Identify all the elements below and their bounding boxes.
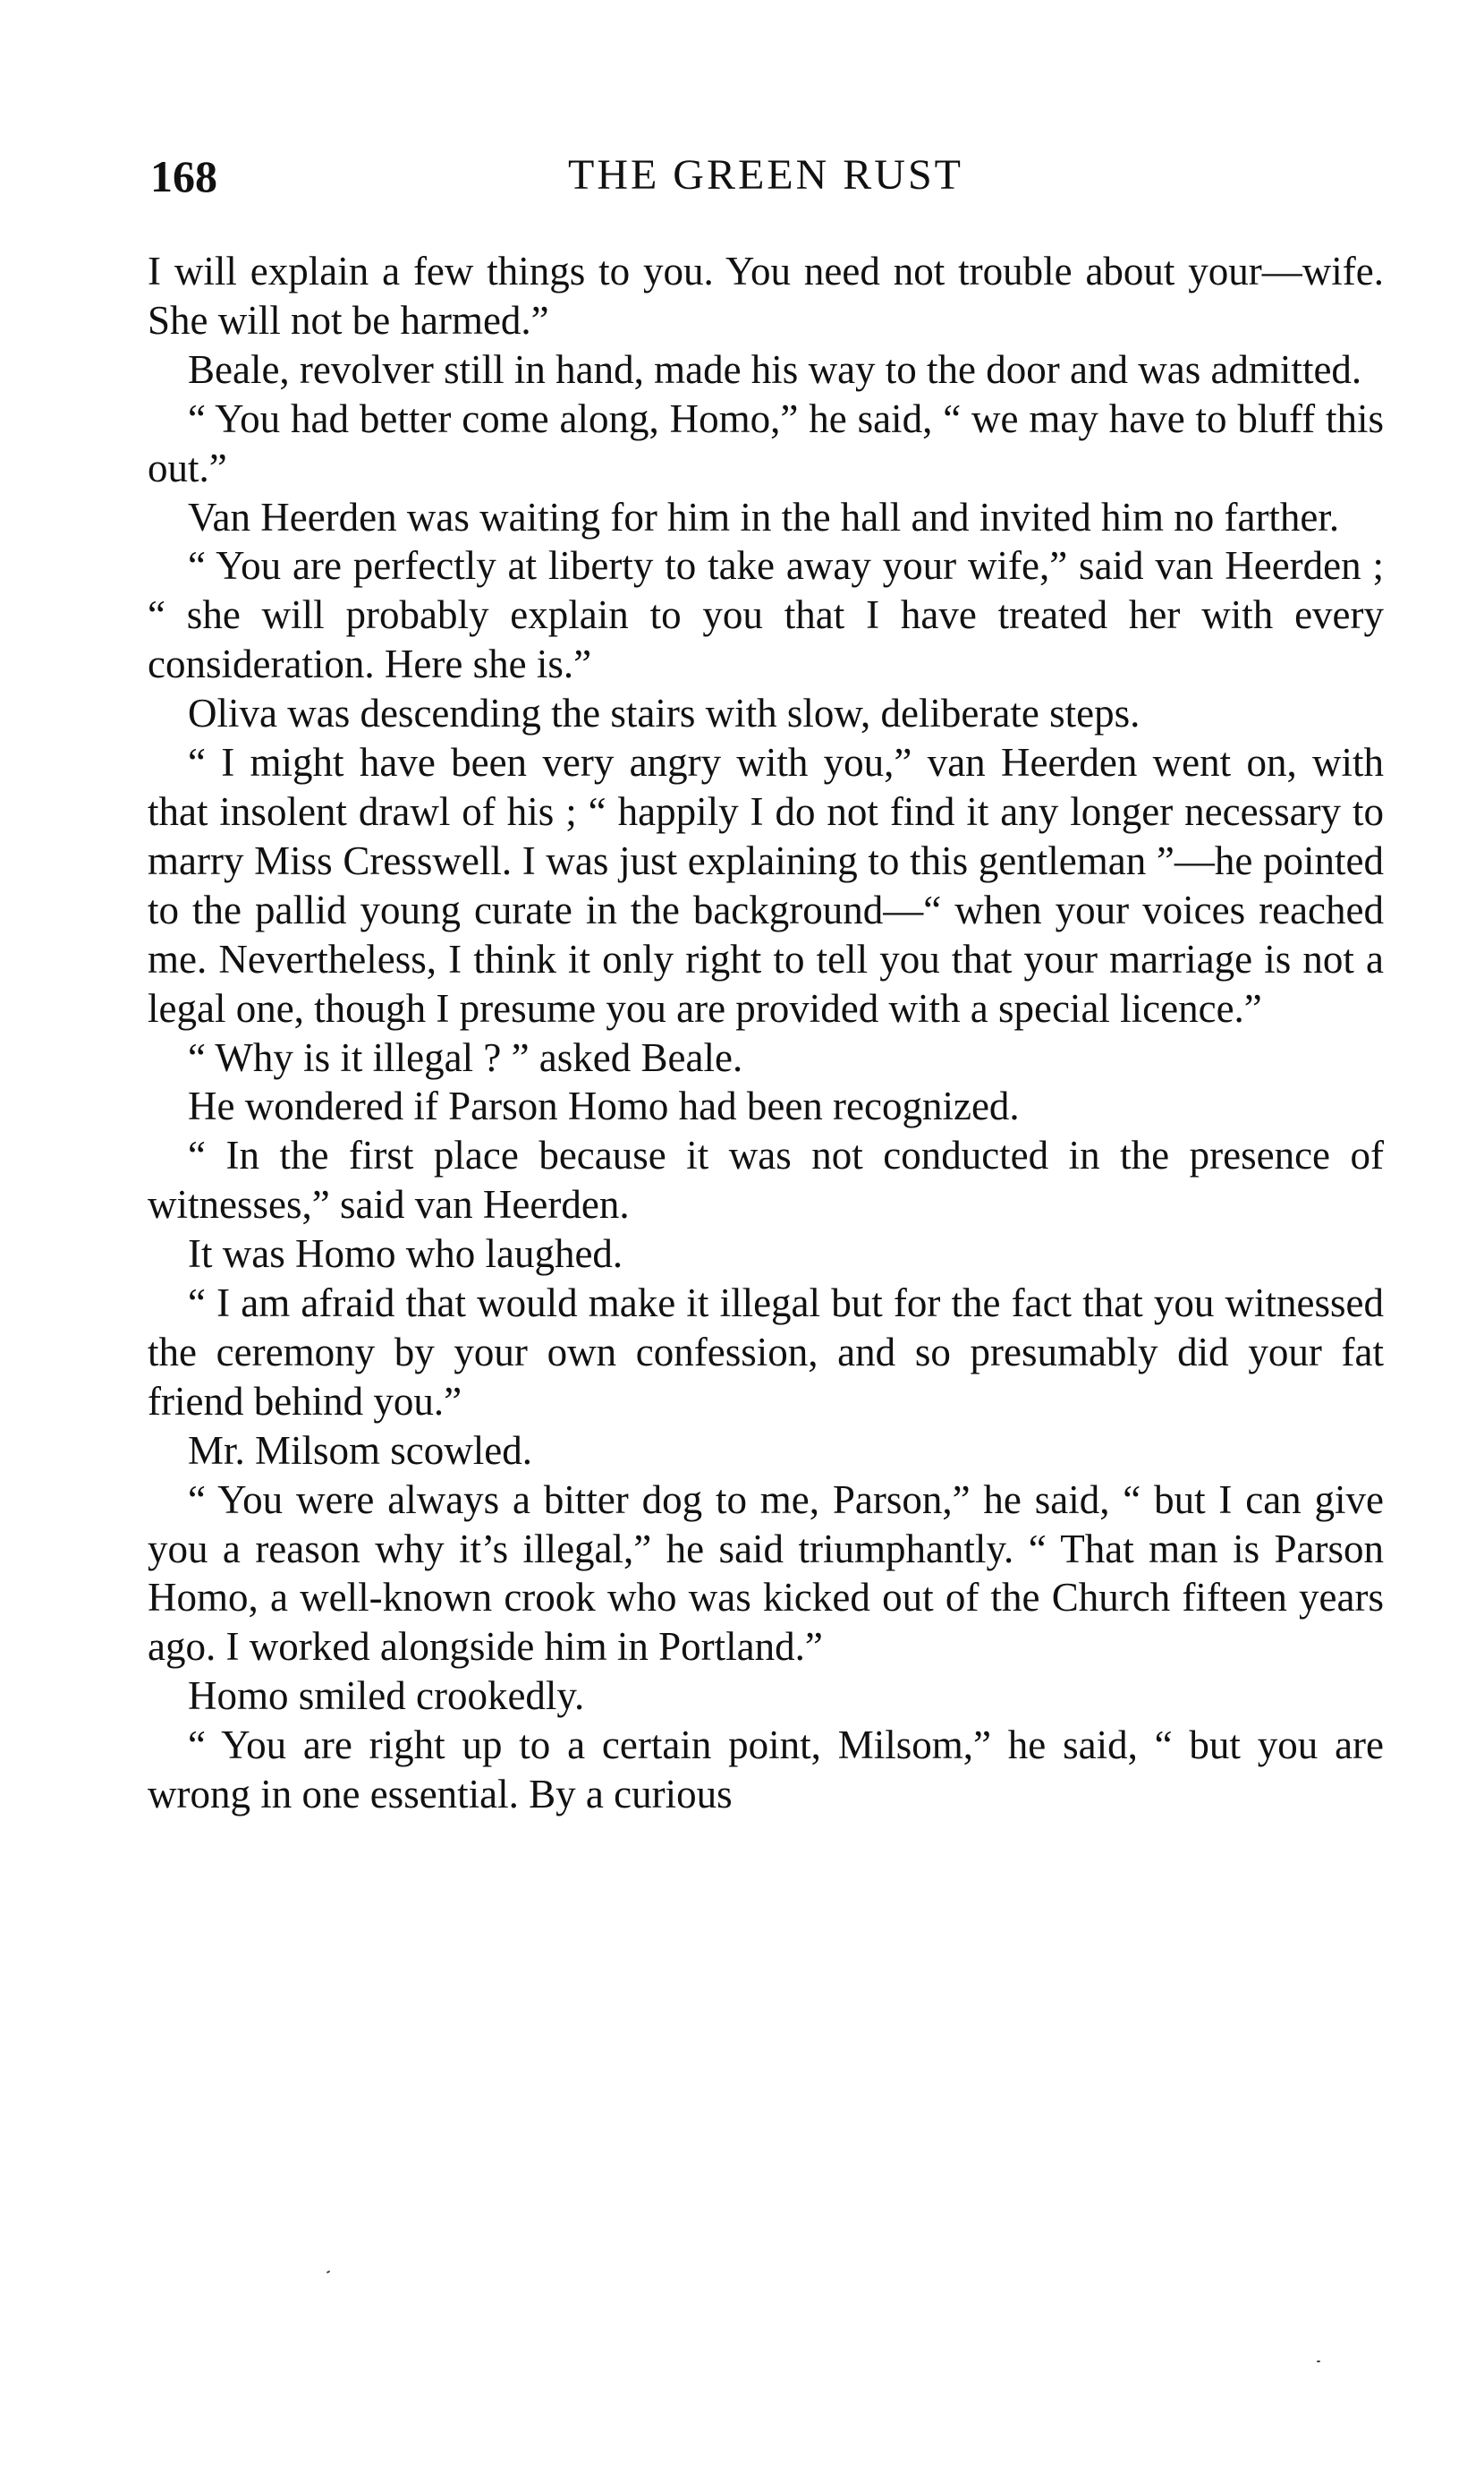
paragraph: “ Why is it illegal ? ” asked Beale. [188, 1034, 743, 1080]
paragraph: He wondered if Parson Homo had been recognized. [188, 1084, 1020, 1129]
paragraph: Oliva was descending the stairs with slow, deliberate steps. [188, 691, 1141, 736]
scan-speck [326, 2270, 330, 2274]
body-text [148, 247, 1384, 1819]
page-header [150, 150, 1381, 213]
paragraph: “ You had better come along, Homo,” he said, “ we may have to bluff this out.” [148, 396, 1384, 490]
paragraph: “ You are perfectly at liberty to take away your wife,” said van Heerden ; “ she will probably explain to you that I have treated her with every consideration. Here she is.” [148, 543, 1384, 687]
scan-speck [1317, 2361, 1320, 2362]
paragraph: It was Homo who laughed. [188, 1231, 623, 1277]
paragraph: “ In the first place because it was not conducted in the presence of witnesses,” said van Heerden. [148, 1133, 1384, 1228]
paragraph: Homo smiled crookedly. [188, 1673, 585, 1719]
running-title: THE GREEN RUST [568, 151, 963, 199]
paragraph: I will explain a few things to you. You need not trouble about your—wife. She will not be harmed.” [148, 249, 1384, 343]
page-number: 168 [150, 151, 217, 201]
paragraph: “ I might have been very angry with you,” van Heerden went on, with that insolent drawl of his ; “ happily I do not find it any longer necessary to marry Miss Cresswell. I was just explaining to this gentleman ”—he pointed to the pallid young curate in the background—“ when your voices reached me. Nevertheless, I think it only right to tell you that your marriage is not a legal one, though I presume you are provided with a special licence.” [148, 740, 1384, 1031]
paragraph: “ You are right up to a certain point, Milsom,” he said, “ but you are wrong in one essential. By a curious [148, 1723, 1384, 1817]
paragraph: Beale, revolver still in hand, made his way to the door and was admitted. [188, 346, 1362, 392]
paragraph: “ I am afraid that would make it illegal but for the fact that you witnessed the ceremony by your own confession, and so presumably did your fat friend behind you.” [148, 1280, 1384, 1424]
paragraph: Mr. Milsom scowled. [188, 1427, 533, 1473]
paragraph: “ You were always a bitter dog to me, Parson,” he said, “ but I can give you a reason why it’s illegal,” he said triumphantly. “ That man is Parson Homo, a well-known crook who was kicked out of the Church fifteen years ago. I worked alongside him in Portland.” [148, 1476, 1384, 1670]
paragraph: Van Heerden was waiting for him in the hall and invited him no farther. [188, 494, 1340, 540]
